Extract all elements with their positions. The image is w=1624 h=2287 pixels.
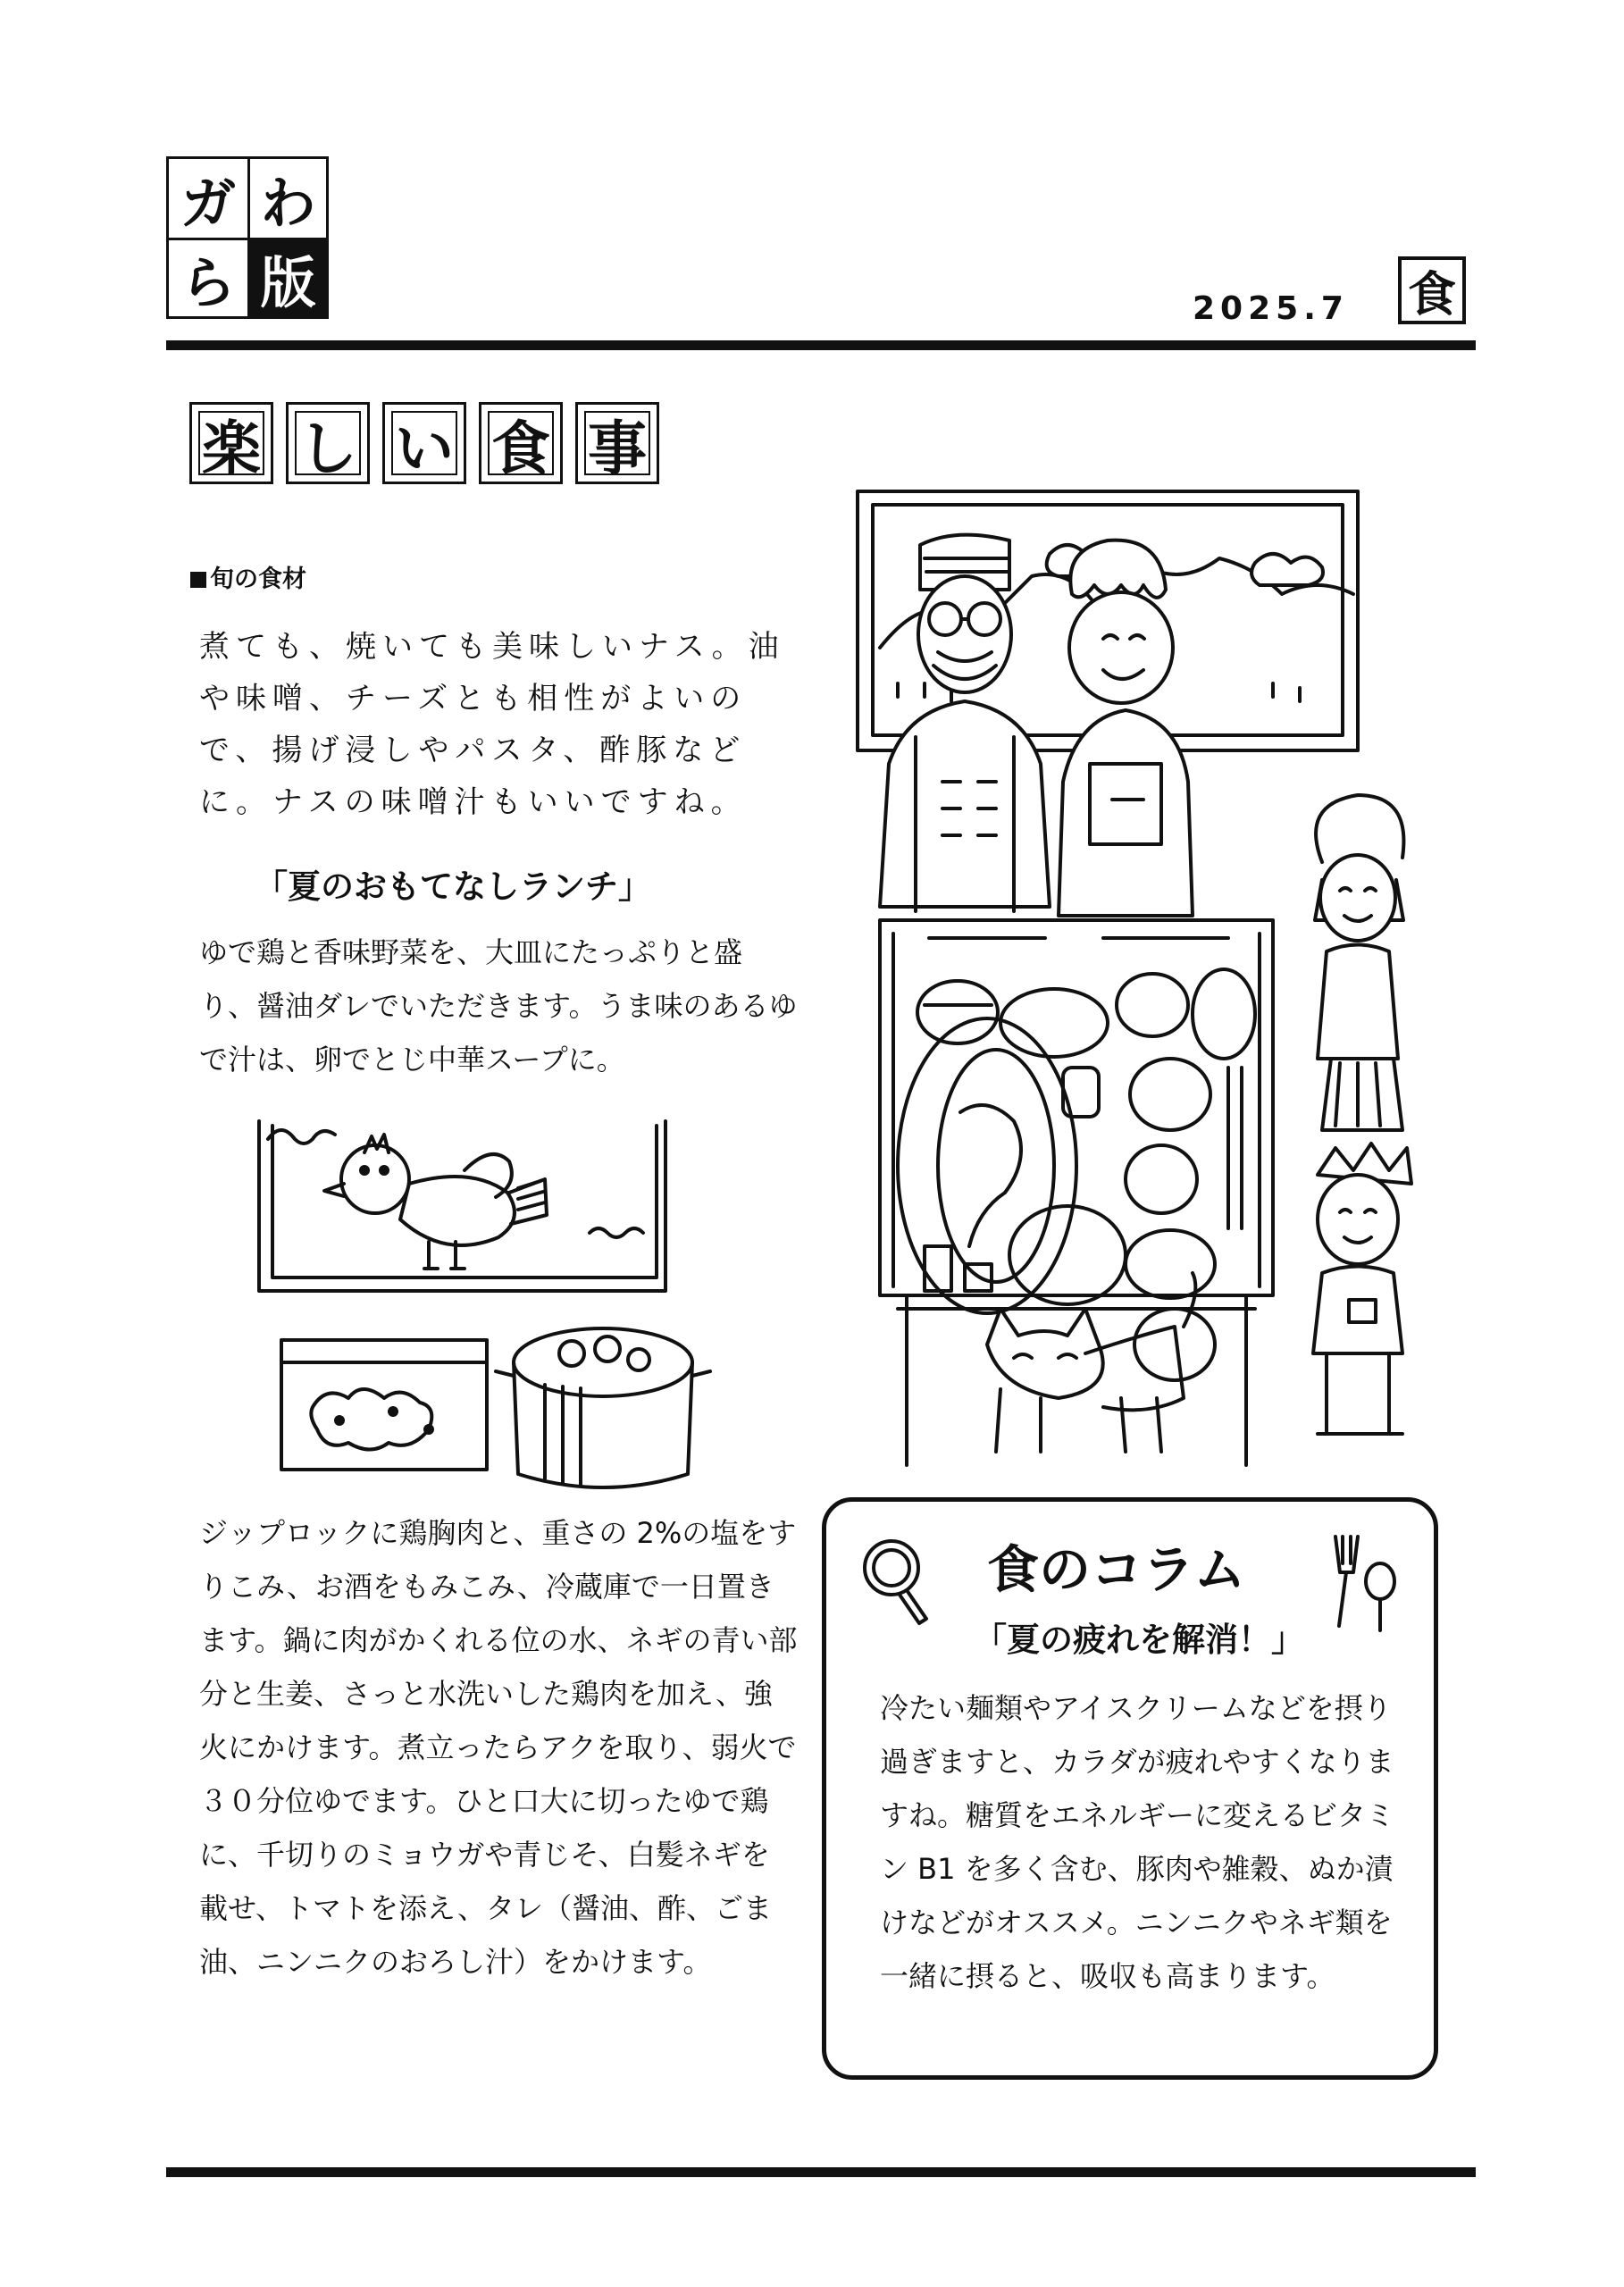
frying-pan-icon <box>858 1532 938 1630</box>
recipe-text: ジップロックに鶏胸肉と、重さの 2%の塩をすりこみ、お酒をもみこみ、冷蔵庫で一日置きます。鍋に肉がかくれる位の水、ネギの青い部分と生姜、さっと水洗いした鶏肉を加え、強火にかけます。煮立ったらアクを取り、弱火で３０分位ゆでます。ひと口大に切ったゆで鶏に、千切りのミョウガや青じそ、白髪ネギを載せ、トマトを添え、タレ（醤油、酢、ごま油、ニンニクのおろし汁）をかけます。 <box>199 1516 798 1979</box>
lunch-intro: ゆで鶏と香味野菜を、大皿にたっぷりと盛り、醤油ダレでいただきます。うま味のあるゆで汁は、卵でとじ中華スープに。 <box>199 935 798 1076</box>
page-title <box>189 402 659 484</box>
chicken-window-illustration <box>250 1117 679 1295</box>
utensils-icon <box>1318 1528 1416 1635</box>
title-char: い <box>382 402 466 484</box>
masthead-logo <box>166 156 329 320</box>
seasonal-text: 煮ても、焼いても美味しいナス。油や味噌、チーズとも相性がよいので、揚げ浸しやパスタ、酢豚などに。ナスの味噌汁もいいですね。 <box>199 629 785 820</box>
square-bullet-icon <box>190 572 206 588</box>
family-dinner-illustration <box>853 487 1425 1470</box>
food-badge: 食 <box>1398 256 1466 324</box>
seasonal-heading <box>190 559 306 594</box>
masthead-char: ら <box>166 238 247 319</box>
masthead-char: 版 <box>247 238 329 319</box>
seasonal-heading-label: 旬の食材 <box>210 565 306 593</box>
title-char: 食 <box>479 402 563 484</box>
bottom-rule <box>166 2167 1476 2177</box>
column-text: 冷たい麺類やアイスクリームなどを摂り過ぎますと、カラダが疲れやすくなりますね。糖質をエネルギーに変えるビタミン B1 を多く含む、豚肉や雑穀、ぬか漬けなどがオススメ。ニンニクやネギ類を一緒に摂ると、吸収も高まります。 <box>880 1691 1395 1993</box>
title-char: 事 <box>575 402 659 484</box>
column-title: 食のコラム <box>987 1539 1246 1600</box>
title-char: 楽 <box>189 402 273 484</box>
lunch-heading: 「夏のおもてなしランチ」 <box>255 867 651 906</box>
top-rule <box>166 340 1476 350</box>
masthead-char: ガ <box>166 156 247 238</box>
title-char: し <box>286 402 370 484</box>
issue-date: 2025.7 <box>1193 290 1349 327</box>
bag-and-pot-illustration <box>277 1313 706 1492</box>
column-subtitle: 「夏の疲れを解消！」 <box>974 1621 1304 1659</box>
masthead-char: わ <box>247 156 329 238</box>
